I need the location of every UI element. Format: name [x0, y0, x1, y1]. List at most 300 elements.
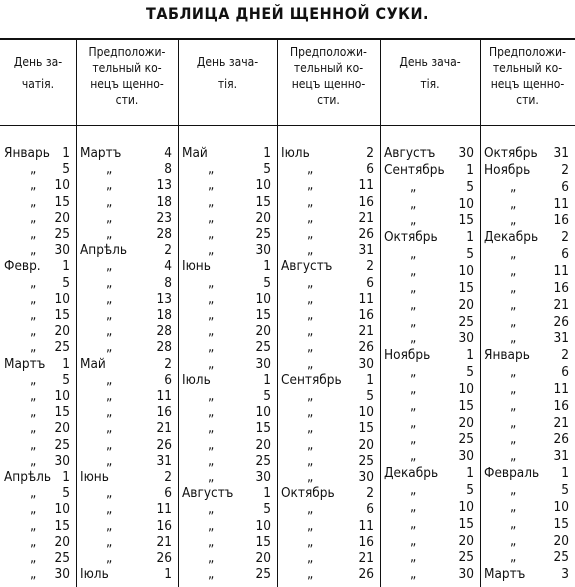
table-cell	[384, 229, 474, 245]
day-number: 15	[255, 307, 271, 323]
table-cell	[4, 469, 70, 485]
day-number: 10	[54, 177, 70, 194]
table-cell	[182, 323, 271, 339]
month-label: „	[208, 420, 215, 437]
table-cell	[4, 275, 70, 291]
day-number: 30	[54, 566, 70, 583]
header-line: тельный ко-	[92, 61, 162, 75]
table-cell	[182, 518, 271, 534]
table-cell	[182, 339, 271, 355]
column-header	[380, 54, 480, 92]
month-label: „	[106, 258, 113, 275]
month-label: „	[307, 452, 314, 469]
table-cell	[4, 323, 70, 339]
day-number: 5	[62, 274, 70, 291]
table-cell	[484, 482, 569, 498]
day-number: 16	[358, 533, 374, 550]
day-number: 8	[164, 161, 172, 178]
table-cell	[384, 465, 474, 481]
month-label: „	[106, 274, 113, 291]
day-number: 20	[458, 414, 474, 431]
day-number: 25	[255, 339, 271, 356]
day-number: 16	[553, 212, 569, 229]
column-divider	[480, 39, 481, 587]
month-label: „	[307, 339, 314, 356]
table-cell	[484, 533, 569, 549]
month-label: „	[208, 209, 215, 226]
table-cell	[182, 226, 271, 242]
day-number: 1	[561, 465, 569, 482]
table-cell	[281, 453, 374, 469]
table-cell	[182, 420, 271, 436]
day-number: 2	[366, 485, 374, 502]
header-line: сти.	[516, 93, 539, 107]
table-cell	[281, 307, 374, 323]
month-label: „	[30, 566, 37, 583]
table-cell	[4, 550, 70, 566]
table-cell	[384, 431, 474, 447]
day-number: 1	[62, 355, 70, 372]
day-number: 5	[263, 161, 271, 178]
day-number: 1	[263, 485, 271, 502]
day-number: 15	[54, 307, 70, 323]
day-number: 5	[466, 246, 474, 263]
table-cell	[182, 388, 271, 404]
table-cell	[80, 226, 172, 242]
table-cell	[281, 550, 374, 566]
table-cell	[281, 469, 374, 485]
month-label: „	[30, 533, 37, 550]
day-number: 25	[54, 550, 70, 566]
day-number: 15	[553, 515, 569, 532]
month-label: „	[307, 290, 314, 307]
month-label: „	[106, 404, 113, 421]
table-cell	[384, 516, 474, 532]
month-label: „	[30, 501, 37, 518]
day-number: 31	[156, 452, 172, 469]
day-number: 5	[466, 178, 474, 195]
month-label: „	[510, 364, 517, 381]
table-cell	[384, 314, 474, 330]
table-cell	[484, 145, 569, 161]
month-label: „	[307, 517, 314, 534]
day-number: 5	[466, 364, 474, 381]
table-cell	[484, 566, 569, 582]
table-cell	[182, 210, 271, 226]
day-number: 2	[366, 145, 374, 161]
table-cell	[384, 246, 474, 262]
table-cell	[281, 356, 374, 372]
table-cell	[281, 485, 374, 501]
month-label: „	[30, 226, 37, 242]
table-cell	[182, 356, 271, 372]
month-label: „	[30, 420, 37, 437]
day-number: 1	[466, 465, 474, 482]
day-number: 30	[54, 242, 70, 259]
table-cell	[384, 415, 474, 431]
table-cell	[80, 210, 172, 226]
day-number: 2	[561, 161, 569, 178]
table-cell	[281, 275, 374, 291]
month-label: „	[30, 209, 37, 226]
header-line: День за-	[13, 55, 63, 69]
day-number: 5	[263, 388, 271, 404]
table-cell	[80, 388, 172, 404]
month-label: „	[410, 532, 417, 549]
month-label: „	[510, 532, 517, 549]
day-number: 20	[255, 323, 271, 340]
month-label: „	[510, 431, 517, 448]
table-cell	[80, 339, 172, 355]
month-label: „	[208, 339, 215, 356]
month-label: „	[410, 330, 417, 347]
month-label: „	[208, 501, 215, 518]
table-cell	[484, 330, 569, 346]
day-number: 21	[358, 550, 374, 566]
month-label: „	[510, 195, 517, 212]
month-label: „	[510, 262, 517, 279]
table-cell	[384, 263, 474, 279]
table-cell	[281, 518, 374, 534]
month-label: „	[208, 566, 215, 583]
day-number: 5	[263, 274, 271, 291]
table-cell	[384, 499, 474, 515]
day-number: 1	[62, 469, 70, 485]
table-cell	[4, 339, 70, 355]
table-cell	[484, 162, 569, 178]
day-number: 15	[458, 279, 474, 296]
month-label: „	[410, 279, 417, 296]
day-number: 25	[553, 549, 569, 566]
header-line: нецъ щенно-	[90, 77, 164, 91]
table-cell	[384, 482, 474, 498]
day-number: 2	[164, 355, 172, 372]
month-label: „	[106, 501, 113, 518]
table-cell	[4, 307, 70, 323]
top-rule	[0, 38, 575, 40]
table-cell	[80, 453, 172, 469]
table-cell	[281, 161, 374, 177]
table-cell	[80, 161, 172, 177]
month-label: „	[307, 226, 314, 242]
month-label: Мартъ	[80, 145, 122, 161]
table-cell	[182, 501, 271, 517]
day-number: 15	[358, 420, 374, 437]
table-cell	[182, 291, 271, 307]
day-number: 30	[255, 469, 271, 485]
month-label: „	[208, 226, 215, 242]
day-number: 25	[54, 436, 70, 453]
month-label: „	[410, 566, 417, 583]
day-number: 21	[358, 209, 374, 226]
table-cell	[182, 177, 271, 193]
day-number: 26	[358, 226, 374, 242]
table-cell	[484, 246, 569, 262]
month-label: „	[307, 161, 314, 178]
day-number: 30	[54, 452, 70, 469]
month-label: „	[30, 485, 37, 502]
table-cell	[4, 566, 70, 582]
table-cell	[484, 465, 569, 481]
day-number: 21	[553, 414, 569, 431]
table-cell	[80, 242, 172, 258]
month-label: „	[208, 469, 215, 485]
month-label: Сентябрь	[384, 161, 445, 178]
month-label: „	[307, 177, 314, 194]
table-cell	[80, 534, 172, 550]
day-number: 5	[263, 501, 271, 518]
table-cell	[384, 533, 474, 549]
month-label: „	[410, 246, 417, 263]
table-cell	[384, 398, 474, 414]
day-number: 30	[255, 242, 271, 259]
day-number: 4	[164, 145, 172, 161]
day-number: 13	[156, 290, 172, 307]
day-number: 11	[553, 262, 569, 279]
month-label: „	[208, 436, 215, 453]
day-number: 16	[156, 517, 172, 534]
table-cell	[281, 420, 374, 436]
table-cell	[484, 280, 569, 296]
day-number: 26	[156, 550, 172, 566]
day-number: 26	[358, 339, 374, 356]
day-number: 25	[255, 452, 271, 469]
table-cell	[80, 566, 172, 582]
header-line: сти.	[317, 93, 340, 107]
month-label: „	[410, 212, 417, 229]
header-line: Предположи-	[290, 45, 367, 59]
day-number: 3	[561, 566, 569, 583]
day-number: 1	[164, 566, 172, 583]
day-number: 30	[458, 145, 474, 161]
day-number: 10	[54, 388, 70, 404]
day-number: 15	[54, 404, 70, 421]
column-divider	[380, 39, 381, 587]
table-title: ТАБЛИЦА ДНЕЙ ЩЕННОЙ СУКИ.	[146, 4, 429, 23]
header-line: тія.	[217, 77, 238, 91]
month-label: „	[307, 242, 314, 259]
month-label: Май	[80, 355, 106, 372]
month-label: „	[30, 550, 37, 566]
day-number: 15	[255, 533, 271, 550]
header-line: тельный ко-	[293, 61, 364, 75]
month-label: „	[30, 452, 37, 469]
day-number: 10	[255, 177, 271, 194]
month-label: „	[510, 549, 517, 566]
table-cell	[281, 339, 374, 355]
day-number: 30	[458, 448, 474, 465]
table-cell	[80, 518, 172, 534]
month-label: Апрѣль	[4, 469, 52, 485]
month-label: „	[510, 279, 517, 296]
day-number: 4	[164, 258, 172, 275]
month-label: Февраль	[484, 465, 540, 482]
day-number: 11	[358, 517, 374, 534]
month-label: „	[208, 404, 215, 421]
day-number: 20	[553, 532, 569, 549]
table-cell	[384, 280, 474, 296]
table-cell	[182, 161, 271, 177]
table-cell	[281, 242, 374, 258]
table-cell	[80, 437, 172, 453]
month-label: Іюль	[80, 566, 109, 583]
day-number: 28	[156, 323, 172, 340]
month-label: „	[510, 246, 517, 263]
month-label: „	[106, 323, 113, 340]
table-cell	[384, 549, 474, 565]
header-line: сти.	[115, 93, 139, 107]
day-number: 15	[54, 517, 70, 534]
month-label: „	[208, 274, 215, 291]
table-cell	[4, 485, 70, 501]
day-number: 6	[366, 161, 374, 178]
column-header	[277, 44, 380, 108]
month-label: „	[510, 178, 517, 195]
month-label: „	[410, 195, 417, 212]
month-label: „	[410, 482, 417, 498]
day-number: 10	[458, 195, 474, 212]
month-label: „	[106, 307, 113, 323]
day-number: 1	[366, 371, 374, 388]
table-cell	[80, 550, 172, 566]
month-label: „	[106, 485, 113, 502]
month-label: Октябрь	[384, 229, 438, 246]
table-cell	[4, 420, 70, 436]
month-label: „	[208, 307, 215, 323]
month-label: „	[307, 323, 314, 340]
table-cell	[4, 518, 70, 534]
table-cell	[80, 323, 172, 339]
month-label: „	[30, 193, 37, 210]
month-label: Январь	[4, 145, 50, 161]
month-label: Іюнь	[182, 258, 211, 275]
table-cell	[4, 356, 70, 372]
day-number: 2	[164, 242, 172, 259]
month-label: „	[30, 371, 37, 388]
month-label: „	[208, 161, 215, 178]
table-cell	[182, 307, 271, 323]
month-label: „	[106, 193, 113, 210]
day-number: 20	[458, 296, 474, 313]
column-header	[480, 44, 575, 108]
table-cell	[484, 398, 569, 414]
day-number: 6	[561, 364, 569, 381]
table-cell	[182, 258, 271, 274]
table-cell	[484, 431, 569, 447]
table-cell	[182, 275, 271, 291]
table-cell	[4, 404, 70, 420]
day-number: 11	[553, 380, 569, 397]
month-label: „	[510, 414, 517, 431]
table-cell	[4, 210, 70, 226]
month-label: „	[410, 549, 417, 566]
month-label: „	[30, 161, 37, 178]
day-number: 15	[458, 397, 474, 414]
table-cell	[281, 258, 374, 274]
day-number: 5	[466, 482, 474, 498]
day-number: 8	[164, 274, 172, 291]
month-label: „	[208, 550, 215, 566]
month-label: „	[410, 397, 417, 414]
month-label: „	[510, 397, 517, 414]
day-number: 1	[263, 258, 271, 275]
day-number: 30	[458, 566, 474, 583]
month-label: Декабрь	[484, 229, 539, 246]
day-number: 10	[458, 380, 474, 397]
day-number: 6	[164, 485, 172, 502]
month-label: „	[106, 388, 113, 404]
month-label: „	[510, 448, 517, 465]
month-label: „	[30, 290, 37, 307]
table-cell	[484, 516, 569, 532]
table-cell	[182, 437, 271, 453]
month-label: „	[30, 339, 37, 356]
day-number: 1	[62, 258, 70, 275]
month-label: Октябрь	[281, 485, 335, 502]
table-cell	[80, 404, 172, 420]
table-cell	[384, 212, 474, 228]
table-cell	[80, 469, 172, 485]
table-cell	[484, 229, 569, 245]
day-number: 28	[156, 226, 172, 242]
month-label: „	[307, 550, 314, 566]
day-number: 30	[255, 355, 271, 372]
day-number: 20	[358, 436, 374, 453]
table-cell	[384, 448, 474, 464]
header-line: тельный ко-	[492, 61, 563, 75]
header-line: нецъ щенно-	[291, 77, 366, 91]
day-number: 10	[458, 262, 474, 279]
month-label: „	[410, 380, 417, 397]
day-number: 20	[255, 209, 271, 226]
table-cell	[281, 501, 374, 517]
month-label: Апрѣль	[80, 242, 128, 259]
day-number: 16	[553, 279, 569, 296]
month-label: Декабрь	[384, 465, 439, 482]
month-label: „	[30, 404, 37, 421]
table-cell	[484, 448, 569, 464]
month-label: „	[106, 177, 113, 194]
day-number: 31	[553, 448, 569, 465]
table-cell	[182, 372, 271, 388]
day-number: 1	[263, 145, 271, 161]
day-number: 11	[358, 290, 374, 307]
month-label: „	[106, 371, 113, 388]
month-label: „	[30, 323, 37, 340]
month-label: Январь	[484, 347, 530, 364]
month-label: „	[307, 355, 314, 372]
day-number: 26	[156, 436, 172, 453]
table-cell	[484, 297, 569, 313]
day-number: 16	[358, 193, 374, 210]
header-line: чатія.	[21, 77, 55, 91]
month-label: „	[510, 515, 517, 532]
month-label: „	[410, 448, 417, 465]
day-number: 30	[358, 355, 374, 372]
table-cell	[4, 161, 70, 177]
table-cell	[4, 534, 70, 550]
month-label: „	[307, 209, 314, 226]
day-number: 31	[553, 145, 569, 161]
day-number: 10	[54, 501, 70, 518]
day-number: 11	[156, 501, 172, 518]
table-cell	[80, 194, 172, 210]
month-label: „	[106, 339, 113, 356]
table-cell	[384, 297, 474, 313]
day-number: 25	[54, 339, 70, 356]
month-label: „	[510, 296, 517, 313]
month-label: „	[106, 550, 113, 566]
